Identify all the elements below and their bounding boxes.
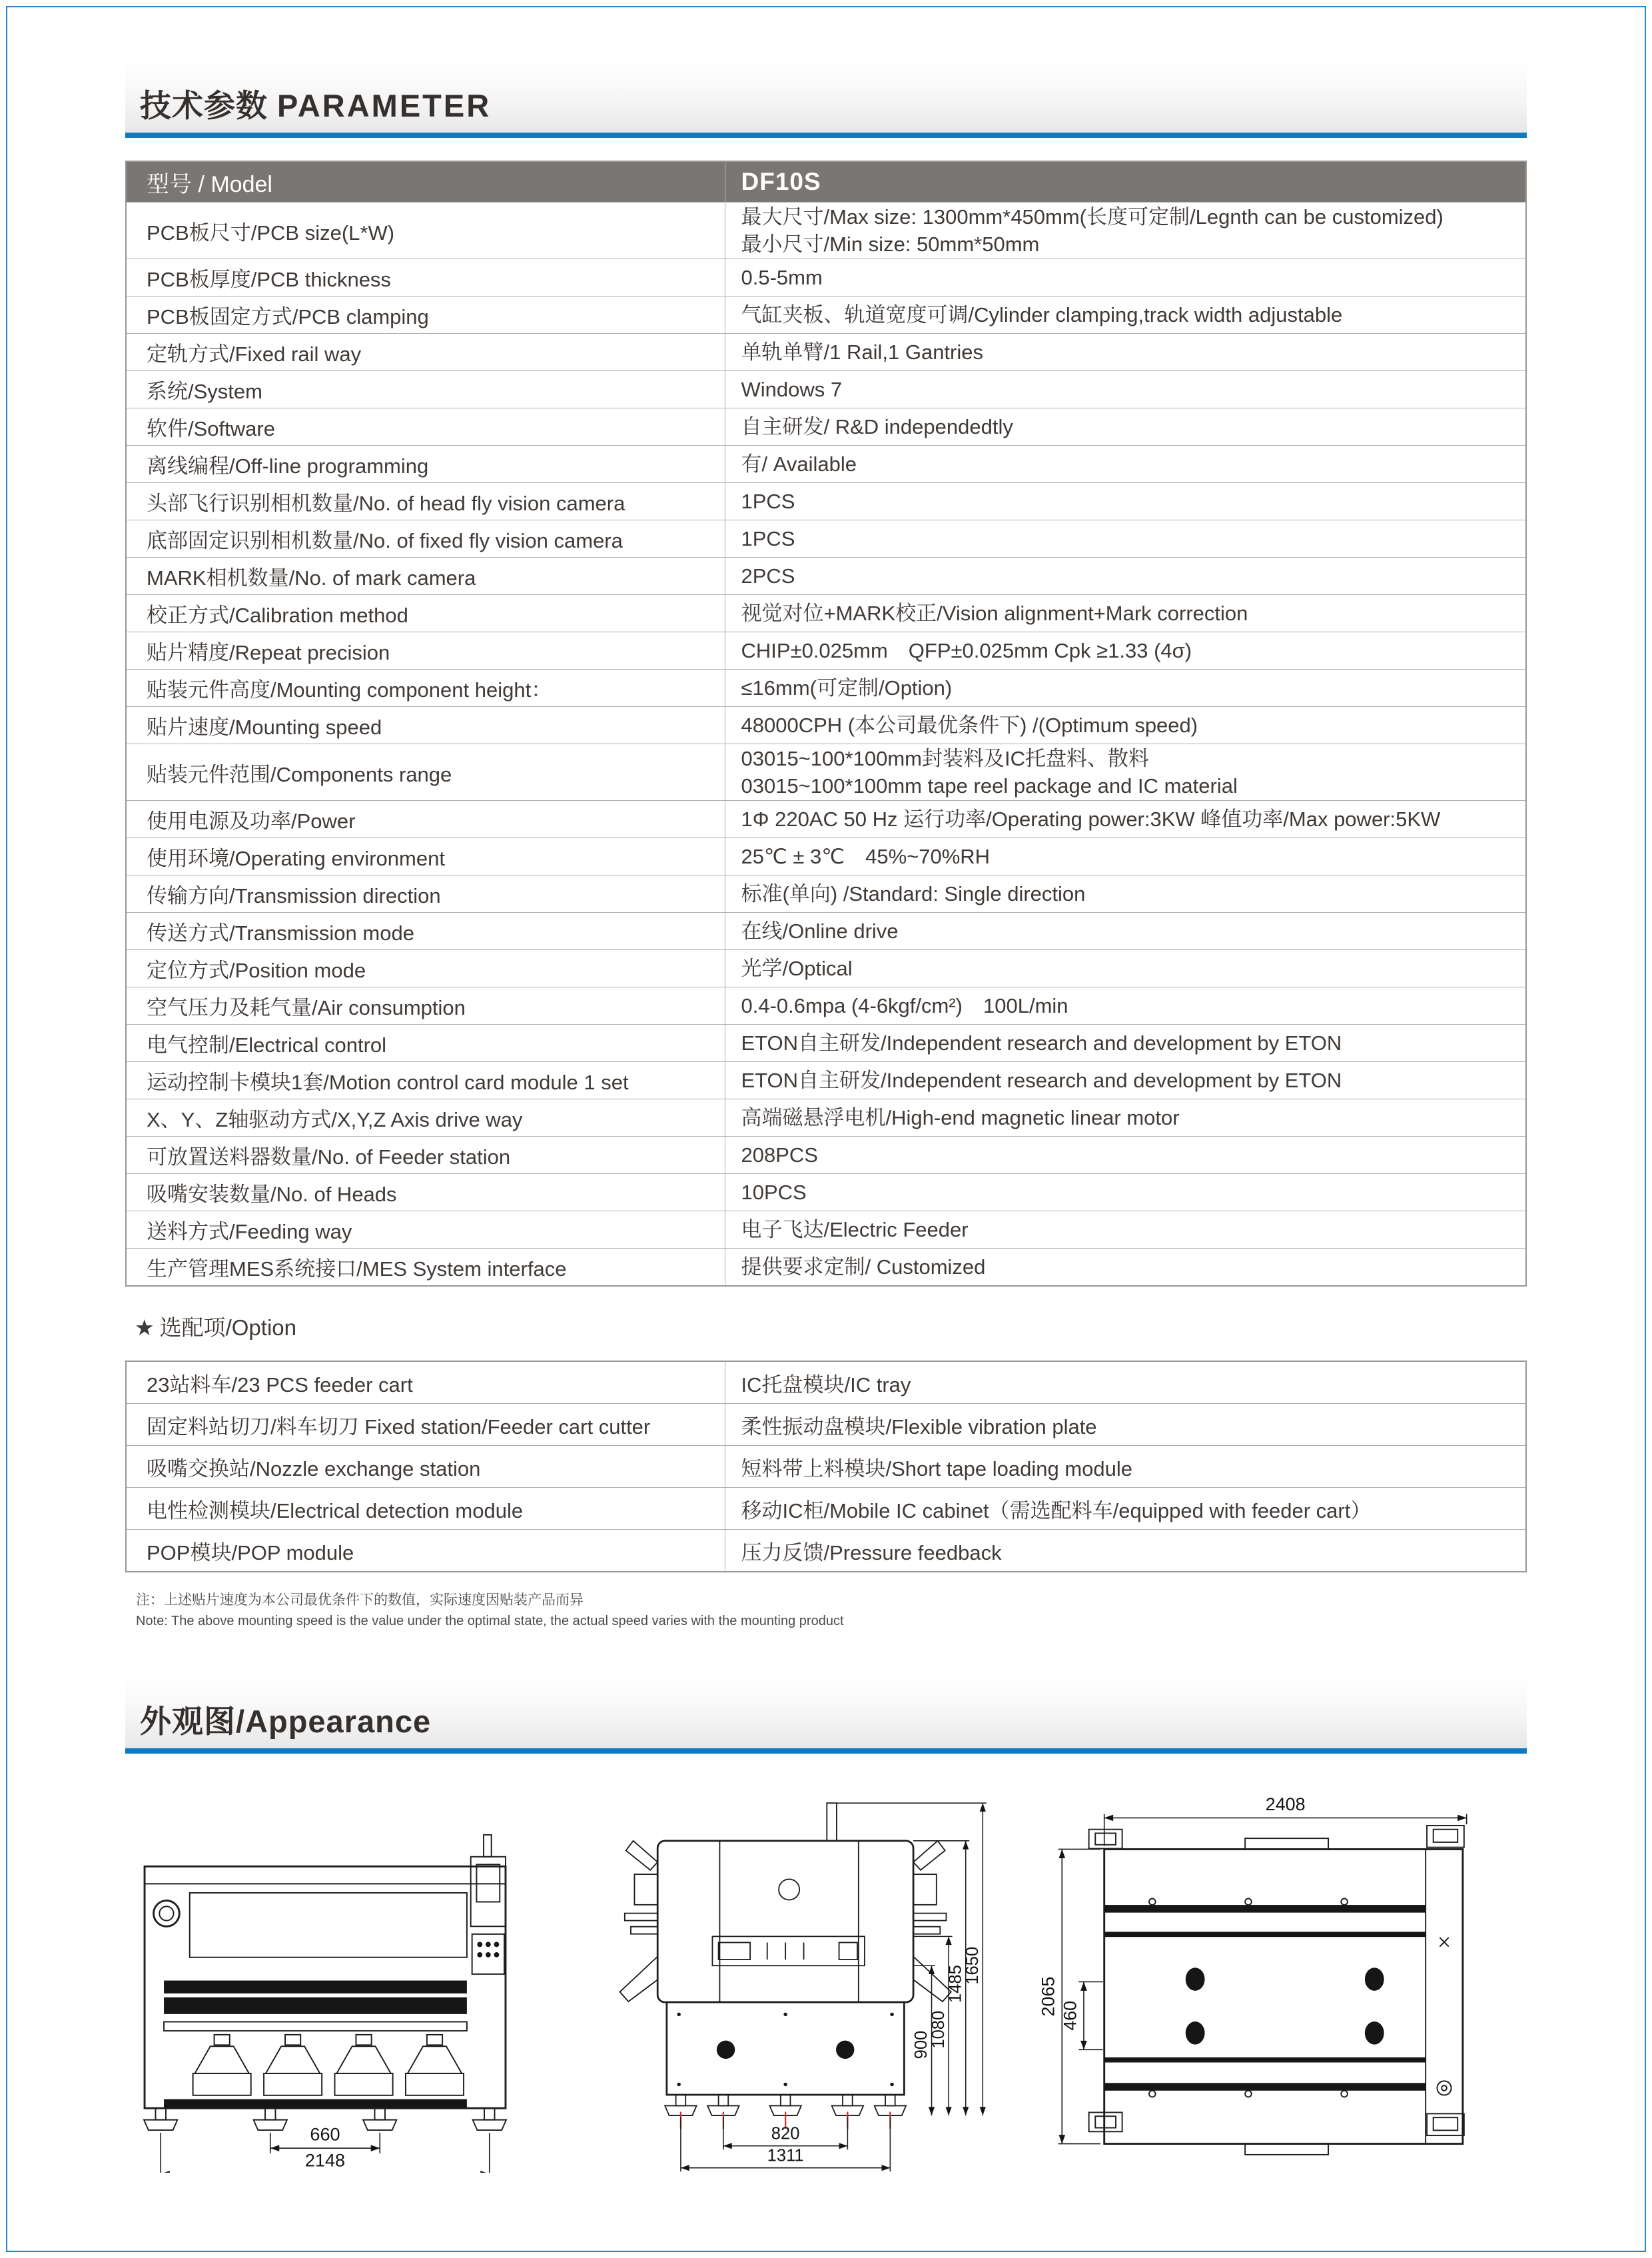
spec-row: [126, 595, 1526, 632]
option-value-cell: 短料带上料模块/Short tape loading module: [725, 1446, 1526, 1488]
option-label-cell: POP模块/POP module: [126, 1530, 725, 1572]
spec-label-cell: 送料方式/Feeding way: [126, 1211, 725, 1249]
appearance-title: 外观图/Appearance: [140, 1704, 432, 1739]
spec-row: [126, 744, 1526, 801]
spec-value-line1: 有/ Available: [741, 452, 857, 476]
spec-value-cell: [725, 1137, 1526, 1174]
spec-label-cell: 离线编程/Off-line programming: [126, 446, 725, 483]
spec-value-cell: [725, 203, 1526, 259]
spec-table-body: [126, 203, 1526, 1287]
spec-label-cell: 传送方式/Transmission mode: [126, 913, 725, 950]
spec-label-cell: 定位方式/Position mode: [126, 950, 725, 987]
spec-value-line1: 208PCS: [741, 1143, 818, 1167]
spec-row: [126, 296, 1526, 334]
spec-row: [126, 838, 1526, 875]
option-row: [126, 1488, 1526, 1530]
parameter-section-header: [125, 63, 1527, 138]
footnote-cn: 注：上述贴片速度为本公司最优条件下的数值，实际速度因贴装产品而异: [136, 1592, 584, 1608]
spec-label-cell: 使用环境/Operating environment: [126, 838, 725, 875]
spec-table-header-row: [126, 161, 1526, 203]
spec-row: [126, 334, 1526, 371]
spec-value-line1: 气缸夹板、轨道宽度可调/Cylinder clamping,track width adjustable: [741, 303, 1343, 326]
spec-row: [126, 371, 1526, 408]
spec-value-cell: [725, 1062, 1526, 1099]
spec-label-cell: 贴装元件高度/Mounting component height：: [126, 670, 725, 707]
parameter-title: [140, 81, 491, 126]
spec-value-cell: [725, 913, 1526, 950]
dimension-label: 1485: [946, 1965, 965, 2003]
spec-label-cell: PCB板固定方式/PCB clamping: [126, 296, 725, 334]
spec-label-cell: PCB板厚度/PCB thickness: [126, 259, 725, 296]
spec-value-line1: 标准(单向) /Standard: Single direction: [741, 882, 1086, 905]
spec-value-line1: 03015~100*100mm封装料及IC托盘料、散料: [741, 747, 1149, 770]
spec-label-cell: 底部固定识别相机数量/No. of fixed fly vision camera: [126, 520, 725, 558]
parameter-title-cjk: 技术参数: [140, 88, 268, 123]
spec-label-cell: 运动控制卡模块1套/Motion control card module 1 set: [126, 1062, 725, 1099]
spec-value-cell: [725, 744, 1526, 801]
spec-row: [126, 1025, 1526, 1062]
spec-label-cell: MARK相机数量/No. of mark camera: [126, 558, 725, 595]
parameter-title-en: PARAMETER: [277, 88, 492, 123]
spec-value-line1: ETON自主研发/Independent research and development by ETON: [741, 1069, 1342, 1092]
option-value-cell: 柔性振动盘模块/Flexible vibration plate: [725, 1404, 1526, 1446]
spec-value-cell: [725, 483, 1526, 520]
option-value-cell: 移动IC柜/Mobile IC cabinet（需选配料车/equipped with feeder cart）: [725, 1488, 1526, 1530]
side-view-drawing: [566, 1783, 993, 2173]
spec-value-line1: 1PCS: [741, 527, 795, 550]
option-label-cell: 电性检测模块/Electrical detection module: [126, 1488, 725, 1530]
spec-label-cell: 吸嘴安装数量/No. of Heads: [126, 1174, 725, 1211]
option-label-cell: 23站料车/23 PCS feeder cart: [126, 1361, 725, 1404]
spec-value-line1: 电子飞达/Electric Feeder: [741, 1218, 969, 1241]
spec-row: [126, 707, 1526, 744]
dimension-label: 900: [912, 2030, 931, 2059]
spec-label-cell: 传输方向/Transmission direction: [126, 875, 725, 913]
spec-value-cell: [725, 987, 1526, 1025]
spec-value-line1: 0.5-5mm: [741, 266, 823, 289]
spec-value-cell: [725, 558, 1526, 595]
option-table-body: [126, 1361, 1526, 1572]
spec-label-cell: 可放置送料器数量/No. of Feeder station: [126, 1137, 725, 1174]
spec-value-cell: [725, 1249, 1526, 1287]
dimension-label: 2408: [1265, 1794, 1306, 1814]
spec-row: [126, 913, 1526, 950]
spec-row: [126, 259, 1526, 296]
spec-row: [126, 520, 1526, 558]
option-table: [125, 1361, 1527, 1572]
spec-value-cell: [725, 1025, 1526, 1062]
dimension-label: 460: [1060, 2000, 1080, 2031]
spec-value-line1: 25℃ ± 3℃ 45%~70%RH: [741, 845, 991, 868]
spec-label-cell: 使用电源及功率/Power: [126, 801, 725, 838]
spec-value-line2: 03015~100*100mm tape reel package and IC material: [741, 774, 1238, 798]
dimension-label: 1311: [767, 2146, 804, 2165]
spec-label-cell: 定轨方式/Fixed rail way: [126, 334, 725, 371]
spec-value-cell: [725, 296, 1526, 334]
dimension-label: 660: [310, 2123, 340, 2145]
spec-label-cell: 空气压力及耗气量/Air consumption: [126, 987, 725, 1025]
spec-value-line1: 视觉对位+MARK校正/Vision alignment+Mark correction: [741, 602, 1248, 625]
spec-value-line1: 单轨单臂/1 Rail,1 Gantries: [741, 340, 983, 364]
top-view-drawing: [1034, 1788, 1527, 2173]
spec-label-cell: 系统/System: [126, 371, 725, 408]
option-title-text: 选配项/Option: [159, 1315, 296, 1340]
spec-value-line1: 1PCS: [741, 490, 795, 513]
spec-label-cell: 生产管理MES系统接口/MES System interface: [126, 1249, 725, 1287]
dimension-label: 2065: [1038, 1976, 1058, 2017]
spec-row: [126, 950, 1526, 987]
option-label-cell: 吸嘴交换站/Nozzle exchange station: [126, 1446, 725, 1488]
spec-value-line1: Windows 7: [741, 378, 843, 401]
spec-row: [126, 670, 1526, 707]
option-value-cell: IC托盘模块/IC tray: [725, 1361, 1526, 1404]
dimension-label: 1650: [963, 1946, 982, 1985]
spec-label-cell: X、Y、Z轴驱动方式/X,Y,Z Axis drive way: [126, 1099, 725, 1137]
footnote-en: Note: The above mounting speed is the value under the optimal state, the actual speed varies with the mounting product: [136, 1614, 844, 1628]
spec-value-cell: [725, 595, 1526, 632]
spec-value-cell: [725, 520, 1526, 558]
spec-row: [126, 203, 1526, 259]
appearance-section-header: [125, 1679, 1527, 1754]
spec-label-cell: 贴片速度/Mounting speed: [126, 707, 725, 744]
option-row: [126, 1446, 1526, 1488]
spec-value-line1: 48000CPH (本公司最优条件下) /(Optimum speed): [741, 714, 1198, 737]
spec-value-cell: [725, 371, 1526, 408]
spec-value-cell: [725, 259, 1526, 296]
option-row: [126, 1361, 1526, 1404]
spec-value-cell: [725, 632, 1526, 670]
spec-value-cell: [725, 950, 1526, 987]
option-row: [126, 1404, 1526, 1446]
spec-table: [125, 161, 1527, 1287]
spec-value-cell: [725, 1211, 1526, 1249]
spec-row: [126, 875, 1526, 913]
spec-label-cell: PCB板尺寸/PCB size(L*W): [126, 203, 725, 259]
model-name-cell: DF10S: [725, 161, 1526, 203]
spec-value-line1: 10PCS: [741, 1181, 807, 1204]
spec-value-cell: [725, 1099, 1526, 1137]
spec-row: [126, 987, 1526, 1025]
spec-row: [126, 1062, 1526, 1099]
spec-row: [126, 1137, 1526, 1174]
appearance-drawings: [125, 1783, 1527, 2173]
spec-label-cell: 校正方式/Calibration method: [126, 595, 725, 632]
spec-value-cell: [725, 801, 1526, 838]
spec-value-line1: CHIP±0.025mm QFP±0.025mm Cpk ≥1.33 (4σ): [741, 639, 1192, 662]
spec-value-cell: [725, 446, 1526, 483]
spec-row: [126, 408, 1526, 446]
option-value-cell: 压力反馈/Pressure feedback: [725, 1530, 1526, 1572]
spec-value-line1: 高端磁悬浮电机/High-end magnetic linear motor: [741, 1106, 1180, 1129]
front-view-drawing: [125, 1831, 525, 2173]
star-icon: ★: [135, 1315, 155, 1340]
option-section-title: [135, 1311, 1527, 1342]
dimension-label: 820: [771, 2124, 800, 2143]
spec-label-cell: 软件/Software: [126, 408, 725, 446]
spec-value-line1: 自主研发/ R&D independedtly: [741, 415, 1013, 438]
spec-value-line1: 1Φ 220AC 50 Hz 运行功率/Operating power:3KW 峰值功率/Max power:5KW: [741, 808, 1441, 831]
spec-value-line2: 最小尺寸/Min size: 50mm*50mm: [741, 233, 1040, 256]
spec-row: [126, 558, 1526, 595]
spec-row: [126, 801, 1526, 838]
spec-row: [126, 1099, 1526, 1137]
page-content: [125, 0, 1527, 2173]
spec-row: [126, 1249, 1526, 1287]
model-header-cell: 型号 / Model: [126, 161, 725, 203]
spec-row: [126, 632, 1526, 670]
spec-value-cell: [725, 707, 1526, 744]
spec-label-cell: 贴片精度/Repeat precision: [126, 632, 725, 670]
spec-row: [126, 483, 1526, 520]
spec-label-cell: 贴装元件范围/Components range: [126, 744, 725, 801]
spec-label-cell: 头部飞行识别相机数量/No. of head fly vision camera: [126, 483, 725, 520]
option-row: [126, 1530, 1526, 1572]
spec-row: [126, 1174, 1526, 1211]
spec-row: [126, 446, 1526, 483]
spec-row: [126, 1211, 1526, 1249]
spec-value-line1: 光学/Optical: [741, 957, 853, 980]
spec-value-cell: [725, 670, 1526, 707]
spec-value-line1: 最大尺寸/Max size: 1300mm*450mm(长度可定制/Legnth can be customized): [741, 205, 1444, 229]
dimension-label: 1080: [929, 2010, 948, 2049]
spec-value-cell: [725, 1174, 1526, 1211]
spec-value-line1: 0.4-0.6mpa (4-6kgf/cm²) 100L/min: [741, 994, 1068, 1017]
spec-value-cell: [725, 334, 1526, 371]
spec-label-cell: 电气控制/Electrical control: [126, 1025, 725, 1062]
dimension-label: 2148: [304, 2149, 346, 2171]
spec-value-cell: [725, 838, 1526, 875]
spec-value-line1: 2PCS: [741, 564, 795, 588]
spec-value-line1: ETON自主研发/Independent research and development by ETON: [741, 1031, 1342, 1055]
spec-value-line1: 在线/Online drive: [741, 919, 899, 943]
spec-value-cell: [725, 875, 1526, 913]
spec-value-line1: 提供要求定制/ Customized: [741, 1255, 986, 1279]
option-label-cell: 固定料站切刀/料车切刀 Fixed station/Feeder cart cutter: [126, 1404, 725, 1446]
spec-value-line1: ≤16mm(可定制/Option): [741, 676, 953, 700]
spec-value-cell: [725, 408, 1526, 446]
footnote: [136, 1590, 1527, 1631]
